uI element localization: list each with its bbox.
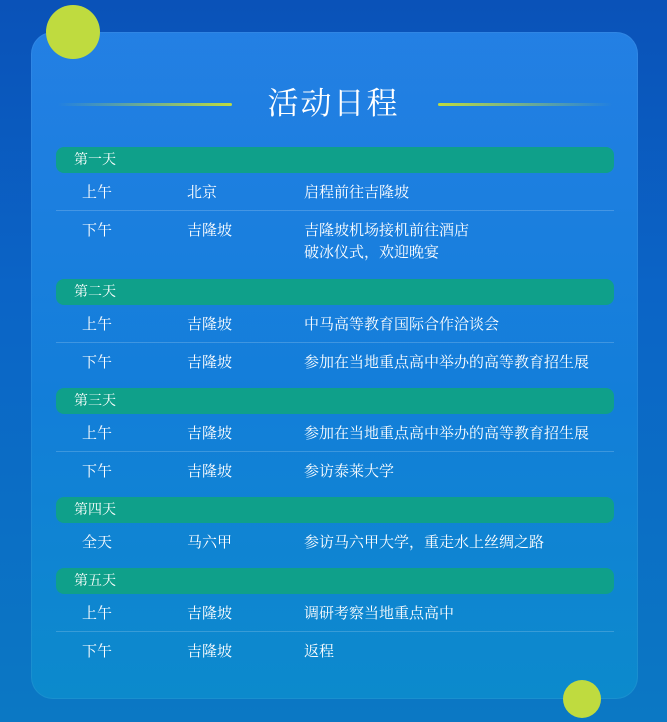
day-header: 第二天 xyxy=(56,279,614,305)
page-title: 活动日程 xyxy=(267,86,400,122)
row-place: 吉隆坡 xyxy=(187,604,233,622)
row-description: 参访马六甲大学，重走水上丝绸之路 xyxy=(304,533,545,551)
decorative-dot-top xyxy=(46,5,100,59)
row-place: 北京 xyxy=(187,183,218,201)
row-time: 上午 xyxy=(82,604,113,622)
schedule-row xyxy=(56,414,614,452)
schedule-row xyxy=(56,452,614,489)
row-description: 吉隆坡机场接机前往酒店 破冰仪式，欢迎晚宴 xyxy=(304,221,470,261)
day-header: 第四天 xyxy=(56,497,614,523)
day-header: 第五天 xyxy=(56,568,614,594)
row-time: 下午 xyxy=(82,221,113,239)
row-place: 吉隆坡 xyxy=(187,315,233,333)
schedule-list xyxy=(56,147,614,669)
schedule-row xyxy=(56,632,614,669)
schedule-row xyxy=(56,173,614,211)
row-description: 参加在当地重点高中举办的高等教育招生展 xyxy=(304,424,590,442)
decorative-dot-bottom xyxy=(563,680,601,718)
schedule-row xyxy=(56,594,614,632)
title-line-right xyxy=(438,103,612,106)
row-description: 调研考察当地重点高中 xyxy=(304,604,455,622)
schedule-row xyxy=(56,523,614,560)
row-description: 返程 xyxy=(304,642,335,660)
row-description: 参加在当地重点高中举办的高等教育招生展 xyxy=(304,353,590,371)
row-time: 上午 xyxy=(82,315,113,333)
row-place: 吉隆坡 xyxy=(187,221,233,239)
row-time: 下午 xyxy=(82,462,113,480)
day-header: 第一天 xyxy=(56,147,614,173)
row-time: 下午 xyxy=(82,353,113,371)
row-time: 上午 xyxy=(82,183,113,201)
row-place: 吉隆坡 xyxy=(187,642,233,660)
row-time: 上午 xyxy=(82,424,113,442)
row-description: 启程前往吉隆坡 xyxy=(304,183,410,201)
row-place: 吉隆坡 xyxy=(187,462,233,480)
row-description: 参访泰莱大学 xyxy=(304,462,395,480)
row-place: 吉隆坡 xyxy=(187,353,233,371)
row-time: 下午 xyxy=(82,642,113,660)
row-time: 全天 xyxy=(82,533,113,551)
row-place: 吉隆坡 xyxy=(187,424,233,442)
row-place: 马六甲 xyxy=(187,533,233,551)
day-header: 第三天 xyxy=(56,388,614,414)
title-area xyxy=(0,84,667,124)
row-description: 中马高等教育国际合作洽谈会 xyxy=(304,315,500,333)
schedule-row xyxy=(56,305,614,343)
schedule-row xyxy=(56,211,614,271)
schedule-row xyxy=(56,343,614,380)
